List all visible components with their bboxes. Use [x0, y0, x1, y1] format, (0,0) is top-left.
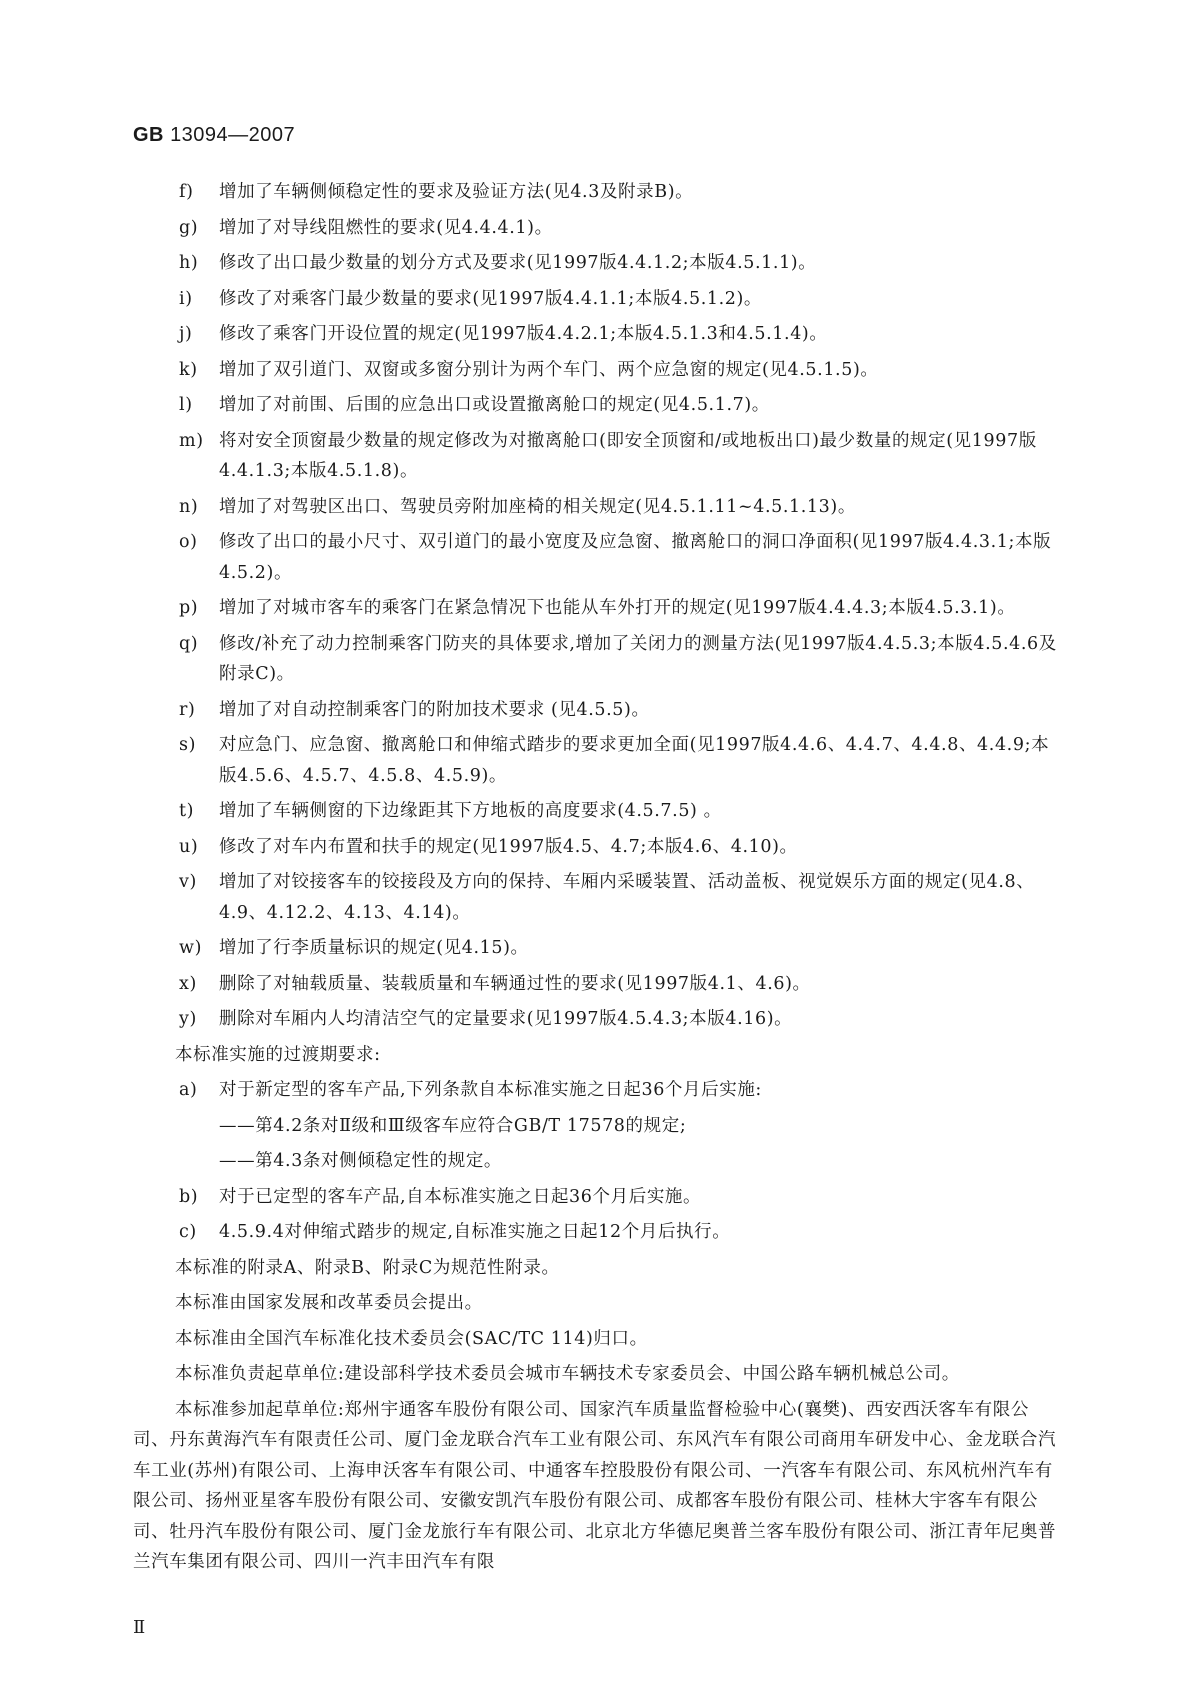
- list-item: [0, 527, 1191, 588]
- item-text: 删除了对轴载质量、装载质量和车辆通过性的要求(见1997版4.1、4.6)。: [219, 973, 811, 994]
- list-item: [0, 593, 1191, 624]
- item-label: b): [179, 1186, 199, 1207]
- item-label: o): [179, 532, 198, 552]
- item-label: h): [179, 253, 199, 273]
- drafting-unit-paragraph: 本标准负责起草单位:建设部科学技术委员会城市车辆技术专家委员会、中国公路车辆机械总公司。: [175, 1364, 960, 1384]
- transition-title: 本标准实施的过渡期要求:: [175, 1044, 381, 1065]
- list-item: [0, 832, 1191, 863]
- item-text: 修改了对乘客门最少数量的要求(见1997版4.4.1.1;本版4.5.1.2)。: [219, 288, 763, 309]
- standard-number: 13094—2007: [170, 124, 296, 146]
- list-item: [0, 492, 1191, 523]
- item-label: c): [179, 1222, 197, 1242]
- list-item: [0, 867, 1191, 928]
- item-label: s): [179, 735, 197, 755]
- item-label: r): [179, 699, 196, 720]
- item-label: w): [179, 938, 203, 958]
- item-label: i): [179, 288, 193, 309]
- item-label: p): [179, 598, 199, 618]
- list-item: [0, 969, 1191, 1000]
- item-text: 修改/补充了动力控制乘客门防夹的具体要求,增加了关闭力的测量方法(见1997版4.4.5.3;本版4.5.4.6及附录C)。: [219, 633, 1057, 684]
- list-item: [0, 426, 1191, 487]
- list-item: [0, 933, 1191, 964]
- list-item: [0, 355, 1191, 386]
- dash-item: ——第4.2条对Ⅱ级和Ⅲ级客车应符合GB/T 17578的规定;: [219, 1115, 687, 1136]
- standard-code: GB: [133, 124, 164, 146]
- list-item: [0, 284, 1191, 315]
- document-header: [133, 124, 295, 147]
- list-item: [0, 177, 1191, 208]
- item-text: 增加了双引道门、双窗或多窗分别计为两个车门、两个应急窗的规定(见4.5.1.5)。: [219, 359, 879, 380]
- item-text: 增加了对驾驶区出口、驾驶员旁附加座椅的相关规定(见4.5.1.11~4.5.1.13)。: [219, 496, 856, 517]
- list-item: [0, 390, 1191, 421]
- item-label: x): [179, 973, 197, 994]
- item-text: 修改了出口最少数量的划分方式及要求(见1997版4.4.1.2;本版4.5.1.1)。: [219, 253, 817, 273]
- item-label: q): [179, 633, 199, 654]
- item-label: k): [179, 359, 198, 380]
- item-text: 删除对车厢内人均清洁空气的定量要求(见1997版4.5.4.3;本版4.16)。: [219, 1009, 793, 1029]
- list-item: [0, 730, 1191, 791]
- annex-paragraph: 本标准的附录A、附录B、附录C为规范性附录。: [175, 1257, 560, 1278]
- item-text: 对于新定型的客车产品,下列条款自本标准实施之日起36个月后实施:: [219, 1080, 762, 1100]
- item-text: 修改了乘客门开设位置的规定(见1997版4.4.2.1;本版4.5.1.3和4.5.1.4)。: [219, 324, 828, 344]
- list-item: [0, 1004, 1191, 1035]
- list-item: [0, 248, 1191, 279]
- participating-units-paragraph: 本标准参加起草单位:郑州宇通客车股份有限公司、国家汽车质量监督检验中心(襄樊)、西安西沃客车有限公司、丹东黄海汽车有限责任公司、厦门金龙联合汽车工业有限公司、东风汽车有限公司商用车研发中心、金龙联合汽车工业(苏州)有限公司、上海申沃客车有限公司、中通客车控股股份有限公司、一汽客车有限公司、东风杭州汽车有限公司、扬州亚星客车股份有限公司、安徽安凯汽车股份有限公司、成都客车股份有限公司、桂林大宇客车有限公司、牡丹汽车股份有限公司、厦门金龙旅行车有限公司、北京北方华德尼奥普兰客车股份有限公司、浙江青年尼奥普兰汽车集团有限公司、四川一汽丰田汽车有限: [133, 1399, 1057, 1572]
- item-label: l): [179, 395, 193, 415]
- proposed-by-paragraph: 本标准由国家发展和改革委员会提出。: [175, 1293, 483, 1313]
- item-text: 增加了对城市客车的乘客门在紧急情况下也能从车外打开的规定(见1997版4.4.4.3;本版4.5.3.1)。: [219, 598, 1016, 618]
- list-item: [0, 695, 1191, 726]
- item-label: y): [179, 1009, 197, 1029]
- list-item: [0, 796, 1191, 827]
- item-label: n): [179, 496, 199, 517]
- item-text: 修改了出口的最小尺寸、双引道门的最小宽度及应急窗、撤离舱口的洞口净面积(见1997版4.4.3.1;本版4.5.2)。: [219, 532, 1052, 583]
- managed-by-paragraph: 本标准由全国汽车标准化技术委员会(SAC/TC 114)归口。: [175, 1328, 648, 1349]
- item-label: j): [179, 324, 193, 344]
- transition-item-a: [0, 1075, 1191, 1106]
- item-text: 增加了对导线阻燃性的要求(见4.4.4.1)。: [219, 217, 553, 238]
- item-text: 增加了对前围、后围的应急出口或设置撤离舱口的规定(见4.5.1.7)。: [219, 395, 770, 415]
- item-text: 增加了车辆侧倾稳定性的要求及验证方法(见4.3及附录B)。: [219, 182, 694, 202]
- list-item: [0, 213, 1191, 244]
- item-text: 对应急门、应急窗、撤离舱口和伸缩式踏步的要求更加全面(见1997版4.4.6、4.4.7、4.4.8、4.4.9;本版4.5.6、4.5.7、4.5.8、4.5.9)。: [219, 735, 1050, 786]
- item-text: 增加了车辆侧窗的下边缘距其下方地板的高度要求(4.5.7.5) 。: [219, 801, 722, 821]
- item-label: f): [179, 182, 194, 202]
- list-item: [0, 629, 1191, 690]
- item-label: m): [179, 430, 204, 451]
- page-content: [0, 177, 1191, 1583]
- item-label: u): [179, 836, 199, 857]
- list-item: [0, 319, 1191, 350]
- item-text: 增加了对铰接客车的铰接段及方向的保持、车厢内采暖装置、活动盖板、视觉娱乐方面的规定(见4.8、4.9、4.12.2、4.13、4.14)。: [219, 872, 1035, 923]
- item-label: t): [179, 801, 195, 821]
- item-text: 将对安全顶窗最少数量的规定修改为对撤离舱口(即安全顶窗和/或地板出口)最少数量的规定(见1997版4.4.1.3;本版4.5.1.8)。: [219, 430, 1037, 481]
- item-label: v): [179, 872, 197, 892]
- item-label: g): [179, 217, 199, 238]
- item-text: 对于已定型的客车产品,自本标准实施之日起36个月后实施。: [219, 1186, 702, 1207]
- transition-item-b: [0, 1182, 1191, 1213]
- dash-item: ——第4.3条对侧倾稳定性的规定。: [219, 1151, 503, 1171]
- page-number: Ⅱ: [133, 1617, 146, 1638]
- item-text: 增加了对自动控制乘客门的附加技术要求 (见4.5.5)。: [219, 699, 650, 720]
- item-text: 增加了行李质量标识的规定(见4.15)。: [219, 938, 529, 958]
- item-label: a): [179, 1080, 198, 1100]
- item-text: 修改了对车内布置和扶手的规定(见1997版4.5、4.7;本版4.6、4.10)。: [219, 836, 798, 857]
- item-text: 4.5.9.4对伸缩式踏步的规定,自标准实施之日起12个月后执行。: [219, 1222, 731, 1242]
- transition-item-c: [0, 1217, 1191, 1248]
